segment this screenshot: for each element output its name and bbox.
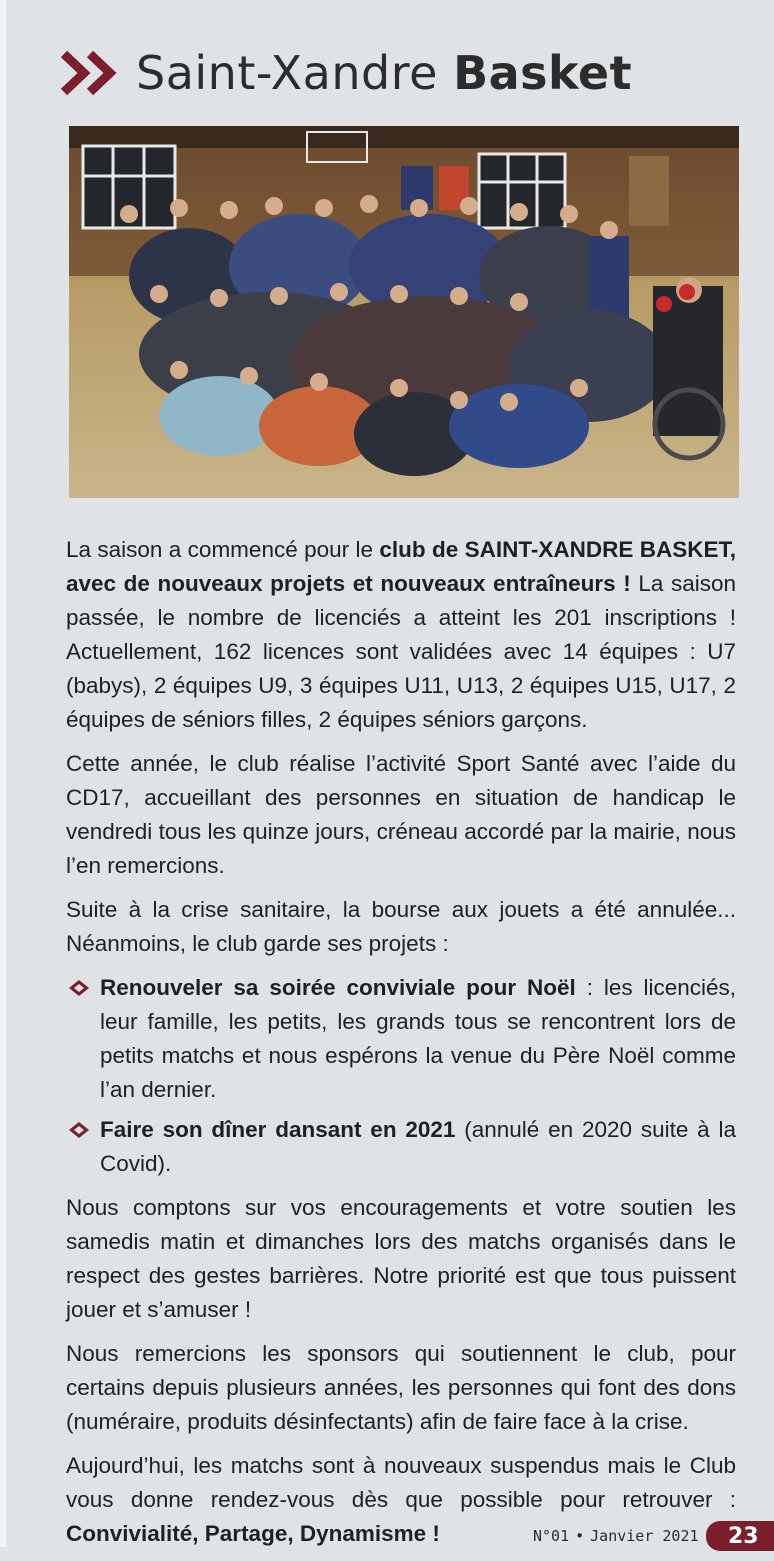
- issue-date: Janvier 2021: [590, 1526, 699, 1545]
- support-paragraph: Nous comptons sur vos encouragements et votre soutien les samedis matin et dimanches lors des matchs organisés dans le respect des gestes barrières. Notre priorité est que tous puissent jouer et s’amuser !: [66, 1195, 736, 1322]
- article-body: [66, 533, 736, 1561]
- sponsors-paragraph: Nous remercions les sponsors qui soutiennent le club, pour certains depuis plusieurs années, les personnes qui font des dons (numéraire, produits désinfectants) afin de faire face à la crise.: [66, 1341, 736, 1434]
- diamond-bullet-icon: [68, 979, 90, 997]
- footer-separator: •: [575, 1526, 585, 1545]
- page-title: [136, 46, 632, 100]
- closing-paragraph: Aujourd’hui, les matchs sont à nouveaux suspendus mais le Club vous donne rendez-vous dès que possible pour retrouver : Convivialité, Partage, Dynamisme !: [66, 1453, 736, 1546]
- sport-sante-paragraph: Cette année, le club réalise l’activité Sport Santé avec l’aide du CD17, accueillant des personnes en situation de handicap le vendredi tous les quinze jours, créneau accordé par la mairie, nous l’en remercions.: [66, 751, 736, 878]
- list-item: Renouveler sa soirée conviviale pour Noël : les licenciés, leur famille, les petits, les grands tous se rencontrent lors de petits matchs et nous espérons la venue du Père Noël comme l’an dernier.: [66, 971, 736, 1107]
- title-bold: Basket: [453, 46, 633, 100]
- list-item: Faire son dîner dansant en 2021 (annulé en 2020 suite à la Covid).: [66, 1113, 736, 1181]
- projects-list: [66, 971, 736, 1181]
- intro-paragraph: La saison a commencé pour le club de SAINT-XANDRE BASKET, avec de nouveaux projets et nouveaux entraîneurs ! La saison passée, le nombre de licenciés a atteint les 201 inscriptions ! Actuellement, 162 licences sont validées avec 14 équipes : U7 (babys), 2 équipes U9, 3 équipes U11, U13, 2 équipes U15, U17, 2 équipes de séniors filles, 2 équipes séniors garçons.: [66, 537, 736, 732]
- issue-footer: [533, 1524, 699, 1547]
- article-header: [58, 38, 632, 108]
- issue-number: N°01: [533, 1526, 570, 1545]
- team-photo-image: [69, 126, 739, 498]
- page-number: 23: [706, 1521, 774, 1551]
- diamond-bullet-icon: [68, 1121, 90, 1139]
- title-light: Saint-Xandre: [136, 46, 438, 100]
- team-photo: [69, 126, 739, 498]
- projects-intro-paragraph: Suite à la crise sanitaire, la bourse aux jouets a été annulée... Néanmoins, le club garde ses projets :: [66, 897, 736, 956]
- double-chevron-right-icon: [58, 48, 122, 98]
- page-edge: [0, 0, 6, 1547]
